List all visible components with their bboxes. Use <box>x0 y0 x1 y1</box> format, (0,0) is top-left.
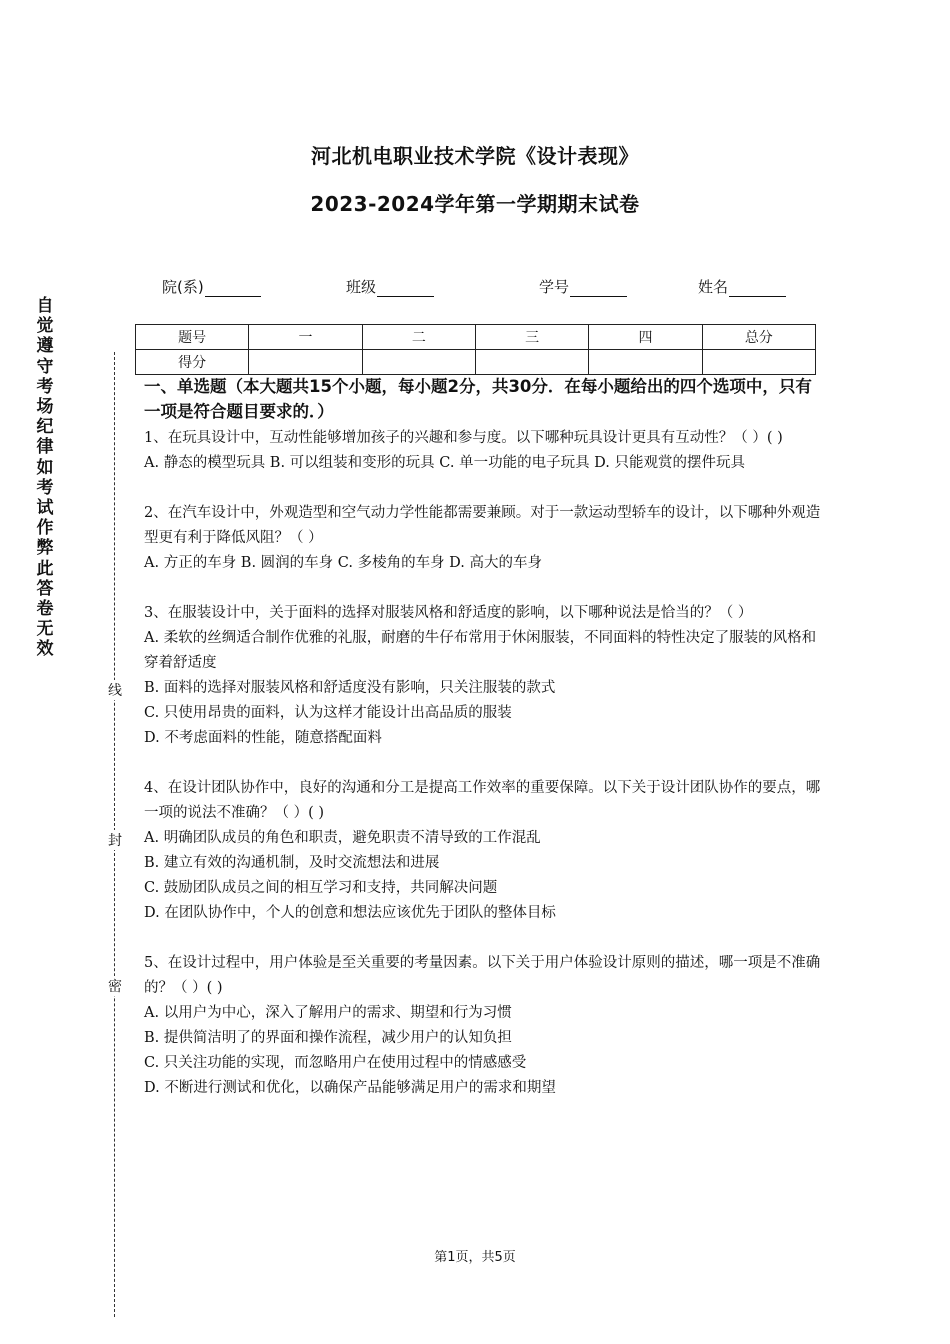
name-blank[interactable] <box>729 281 786 297</box>
question-option: B. 提供简洁明了的界面和操作流程，减少用户的认知负担 <box>144 1030 512 1046</box>
score-cell[interactable] <box>362 350 475 375</box>
question-option: D. 不考虑面料的性能，随意搭配面料 <box>144 730 382 746</box>
question-stem: 1、在玩具设计中，互动性能够增加孩子的兴趣和参与度。以下哪种玩具设计更具有互动性？（ ）( ) <box>144 430 783 446</box>
class-field <box>346 276 434 297</box>
exam-title-line2: 2023-2024学年第一学期期末试卷 <box>310 192 640 216</box>
question-option: C. 鼓励团队成员之间的相互学习和支持，共同解决问题 <box>144 880 498 896</box>
student-id-field <box>539 276 627 297</box>
question-option: B. 建立有效的沟通机制，及时交流想法和进展 <box>144 855 440 871</box>
question-stem: 3、在服装设计中，关于面料的选择对服装风格和舒适度的影响，以下哪种说法是恰当的？（ ） <box>144 605 753 621</box>
score-row-label: 得分 <box>136 350 249 375</box>
score-table-header-row <box>136 325 816 350</box>
binding-mark-line: 线 <box>106 680 124 700</box>
binding-mark-secret: 密 <box>106 976 124 996</box>
question-stem: 4、在设计团队协作中，良好的沟通和分工是提高工作效率的重要保障。以下关于设计团队协作的要点，哪一项的说法不准确？（ ）( ) <box>144 780 821 821</box>
question-4 <box>144 776 824 926</box>
class-label: 班级 <box>346 278 377 296</box>
score-table <box>135 324 816 375</box>
score-cell[interactable] <box>702 350 815 375</box>
question-option: C. 只使用昂贵的面料，认为这样才能设计出高品质的服装 <box>144 705 512 721</box>
name-field <box>698 276 786 297</box>
question-option: A. 方正的车身 B. 圆润的车身 C. 多棱角的车身 D. 高大的车身 <box>144 555 543 571</box>
dept-label: 院(系) <box>162 278 204 296</box>
question-2 <box>144 501 824 576</box>
dept-blank[interactable] <box>205 281 261 297</box>
question-stem: 2、在汽车设计中，外观造型和空气动力学性能都需要兼顾。对于一款运动型轿车的设计，以下哪种外观造型更有利于降低风阻？（ ） <box>144 505 821 546</box>
exam-title-line1: 河北机电职业技术学院《设计表现》 <box>311 144 639 168</box>
question-content <box>144 374 824 1126</box>
question-option: A. 明确团队成员的角色和职责，避免职责不清导致的工作混乱 <box>144 830 541 846</box>
question-option: A. 静态的模型玩具 B. 可以组装和变形的玩具 C. 单一功能的电子玩具 D. 只能观赏的摆件玩具 <box>144 455 746 471</box>
binding-mark-seal: 封 <box>106 830 124 850</box>
question-option: A. 以用户为中心，深入了解用户的需求、期望和行为习惯 <box>144 1005 512 1021</box>
question-1 <box>144 426 824 476</box>
question-3 <box>144 601 824 751</box>
name-label: 姓名 <box>698 278 729 296</box>
score-header-cell: 一 <box>249 325 362 350</box>
question-5 <box>144 951 824 1101</box>
student-id-blank[interactable] <box>570 281 627 297</box>
page-number: 第1页，共5页 <box>434 1250 516 1265</box>
score-table-score-row <box>136 350 816 375</box>
question-stem: 5、在设计过程中，用户体验是至关重要的考量因素。以下关于用户体验设计原则的描述，哪一项是不准确的？（ ）( ) <box>144 955 821 996</box>
score-header-cell: 四 <box>589 325 702 350</box>
score-header-cell: 三 <box>475 325 588 350</box>
class-blank[interactable] <box>377 281 434 297</box>
question-option: A. 柔软的丝绸适合制作优雅的礼服，耐磨的牛仔布常用于休闲服装，不同面料的特性决定了服装的风格和穿着舒适度 <box>144 630 817 671</box>
score-cell[interactable] <box>589 350 702 375</box>
question-option: C. 只关注功能的实现，而忽略用户在使用过程中的情感感受 <box>144 1055 527 1071</box>
score-header-cell: 题号 <box>136 325 249 350</box>
score-header-cell: 二 <box>362 325 475 350</box>
exam-discipline-notice: 自觉遵守考场纪律如考试作弊此答卷无效 <box>36 296 54 660</box>
question-option: B. 面料的选择对服装风格和舒适度没有影响，只关注服装的款式 <box>144 680 556 696</box>
section-heading: 一、单选题（本大题共15个小题，每小题2分，共30分．在每小题给出的四个选项中，只有一项是符合题目要求的．） <box>144 377 812 421</box>
question-option: D. 不断进行测试和优化，以确保产品能够满足用户的需求和期望 <box>144 1080 556 1096</box>
score-cell[interactable] <box>249 350 362 375</box>
dept-field <box>162 276 261 297</box>
score-cell[interactable] <box>475 350 588 375</box>
score-header-cell: 总分 <box>702 325 815 350</box>
student-id-label: 学号 <box>539 278 570 296</box>
question-option: D. 在团队协作中，个人的创意和想法应该优先于团队的整体目标 <box>144 905 556 921</box>
